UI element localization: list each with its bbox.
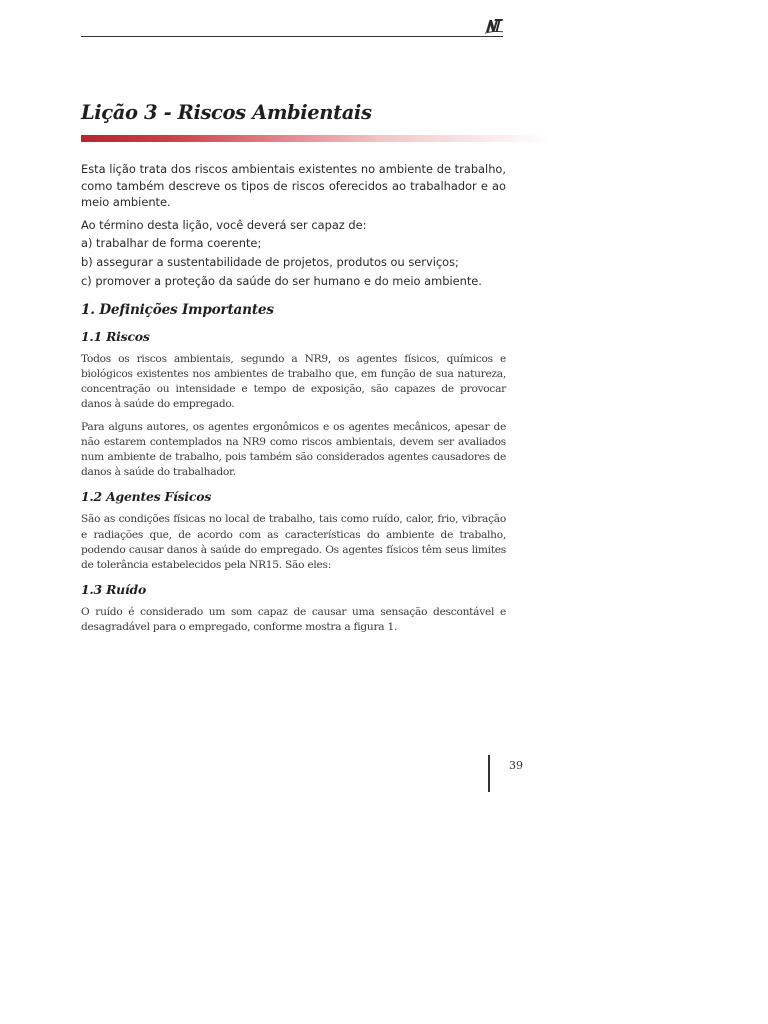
header-rule [81, 36, 503, 37]
subsection-heading-agentes-fisicos: 1.2 Agentes Físicos [81, 489, 212, 505]
subsection-heading-ruido: 1.3 Ruído [81, 581, 147, 597]
objective-item: a) trabalhar de forma coerente; [81, 236, 262, 251]
objective-item: c) promover a proteção da saúde do ser humano e do meio ambiente. [81, 273, 482, 288]
objectives-lead: Ao término desta lição, você deverá ser capaz de: [81, 217, 367, 232]
lesson-content [81, 161, 506, 643]
section-heading-definitions: 1. Definições Importantes [81, 301, 274, 318]
riscos-paragraph: Todos os riscos ambientais, segundo a NR9, os agentes físicos, químicos e biológicos existentes nos ambientes de trabalho que, em função de sua natureza, concentração ou intensidade e tempo de exposição, são capazes de provocar danos à saúde do empregado. [81, 352, 506, 410]
subsection-heading-riscos: 1.1 Riscos [81, 328, 150, 344]
page-number: 39 [509, 759, 523, 772]
nt-logo-icon [484, 15, 504, 34]
ruido-paragraph: O ruído é considerado um som capaz de causar uma sensação descontável e desagradável para o empregado, conforme mostra a figura 1. [81, 605, 506, 633]
title-underline-bar [81, 135, 551, 142]
objective-item: b) assegurar a sustentabilidade de projetos, produtos ou serviços; [81, 255, 459, 270]
intro-paragraph: Esta lição trata dos riscos ambientais existentes no ambiente de trabalho, como também descreve os tipos de riscos oferecidos ao trabalhador e ao meio ambiente. [81, 162, 506, 209]
page-number-rule [488, 755, 490, 792]
lesson-title: Lição 3 - Riscos Ambientais [81, 101, 372, 124]
riscos-paragraph: Para alguns autores, os agentes ergonômicos e os agentes mecânicos, apesar de não estarem contemplados na NR9 como riscos ambientais, devem ser avaliados num ambiente de trabalho, pois também são considerados agentes causadores de danos à saúde do trabalhador. [81, 421, 506, 479]
agentes-fisicos-paragraph: São as condições físicas no local de trabalho, tais como ruído, calor, frio, vibração e radiações que, de acordo com as características do ambiente de trabalho, podendo causar danos à saúde do empregado. Os agentes físicos têm seus limites de tolerância estabelecidos pela NR15. São eles: [81, 513, 506, 571]
